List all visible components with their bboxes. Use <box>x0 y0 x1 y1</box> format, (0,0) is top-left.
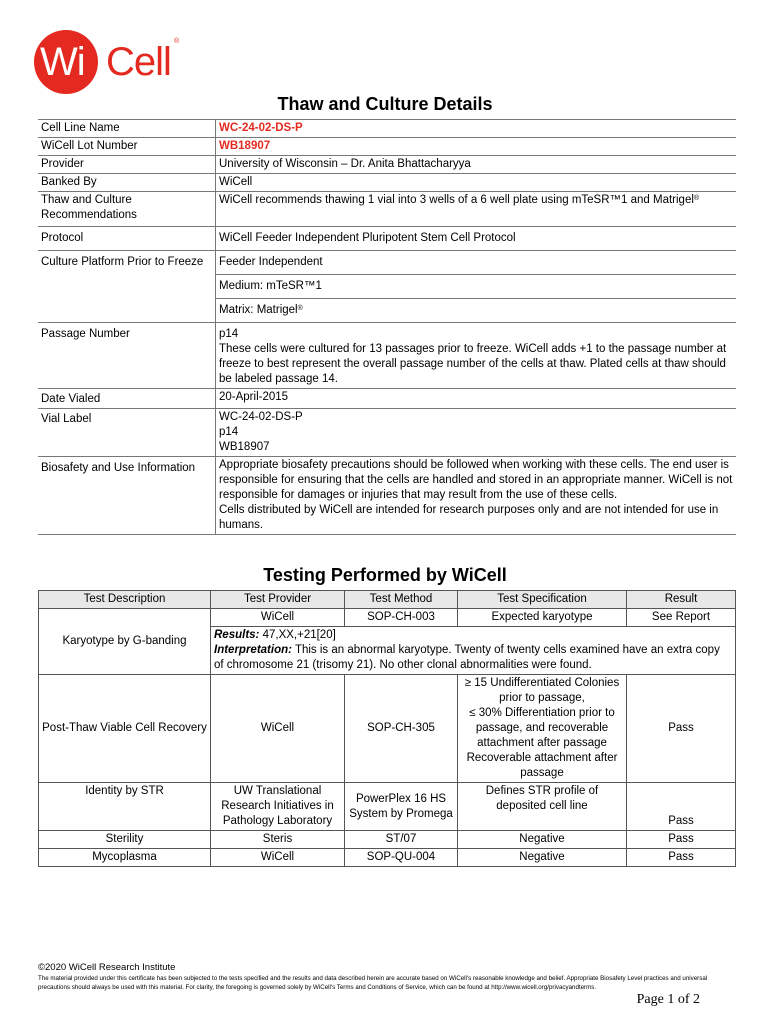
page-title: Thaw and Culture Details <box>277 94 493 114</box>
post-thaw-spec1: ≥ 15 Undifferentiated Colonies prior to passage, <box>464 677 620 704</box>
thaw-label: Thaw and Culture Recommendations <box>38 192 216 227</box>
mycoplasma-row <box>39 849 736 867</box>
lot-label: WiCell Lot Number <box>38 138 216 156</box>
results-label: Results: <box>214 629 260 641</box>
wicell-logo <box>34 30 194 95</box>
post-thaw-row <box>39 675 736 783</box>
mycoplasma-method: SOP-QU-004 <box>345 849 458 867</box>
row-banked-by <box>38 174 736 192</box>
row-lot <box>38 138 736 156</box>
platform-label: Culture Platform Prior to Freeze <box>38 251 216 323</box>
post-thaw-description: Post-Thaw Viable Cell Recovery <box>39 675 211 783</box>
biosafety-label: Biosafety and Use Information <box>38 457 216 535</box>
details-table <box>38 119 736 535</box>
sterility-provider: Steris <box>211 831 345 849</box>
platform-medium: Medium: mTeSR™1 <box>216 275 737 299</box>
str-method: PowerPlex 16 HS System by Promega <box>345 783 458 831</box>
platform-reg: ® <box>297 305 303 312</box>
thaw-value-cell <box>216 192 737 227</box>
biosafety-text2: Cells distributed by WiCell are intended for research purposes only and are not intended for use in humans. <box>219 504 719 531</box>
platform-matrix-cell <box>216 299 737 323</box>
karyotype-spec: Expected karyotype <box>458 609 627 627</box>
testing-title: Testing Performed by WiCell <box>263 565 507 585</box>
passage-note: These cells were cultured for 13 passages prior to freeze. WiCell adds +1 to the passage number at freeze to best represent the overall passage number of the cells at thaw. Plated cells at thaw should be labeled passage 14. <box>219 343 727 385</box>
str-provider: UW Translational Research Initiatives in Pathology Laboratory <box>211 783 345 831</box>
header-description: Test Description <box>39 591 211 609</box>
row-cell-line <box>38 120 736 138</box>
karyotype-provider: WiCell <box>211 609 345 627</box>
mycoplasma-provider: WiCell <box>211 849 345 867</box>
sterility-method: ST/07 <box>345 831 458 849</box>
interp-label: Interpretation: <box>214 644 292 656</box>
date-vialed-label: Date Vialed <box>38 389 216 409</box>
karyotype-description: Karyotype by G-banding <box>39 609 211 675</box>
protocol-label: Protocol <box>38 227 216 251</box>
provider-value: University of Wisconsin – Dr. Anita Bhattacharyya <box>216 156 737 174</box>
row-date-vialed <box>38 389 736 409</box>
testing-table <box>38 590 736 867</box>
header-result: Result <box>627 591 736 609</box>
vial-label-line3: WB18907 <box>219 441 270 453</box>
sterility-spec: Negative <box>458 831 627 849</box>
platform-matrix: Matrix: Matrigel <box>219 304 298 316</box>
vial-label-value <box>216 409 737 457</box>
logo-text-cell: Cell <box>106 40 171 84</box>
testing-header-row <box>39 591 736 609</box>
karyotype-result: See Report <box>627 609 736 627</box>
date-vialed-value: 20-April-2015 <box>216 389 737 409</box>
vial-label-label: Vial Label <box>38 409 216 457</box>
str-row <box>39 783 736 831</box>
cell-line-label: Cell Line Name <box>38 120 216 138</box>
sterility-result: Pass <box>627 831 736 849</box>
karyotype-method: SOP-CH-003 <box>345 609 458 627</box>
sterility-description: Sterility <box>39 831 211 849</box>
karyotype-row <box>39 609 736 627</box>
vial-label-line1: WC-24-02-DS-P <box>219 411 303 423</box>
row-thaw <box>38 192 736 227</box>
row-vial-label <box>38 409 736 457</box>
row-biosafety <box>38 457 736 535</box>
str-description: Identity by STR <box>39 783 211 831</box>
header-spec: Test Specification <box>458 591 627 609</box>
row-passage <box>38 323 736 389</box>
platform-value: Feeder Independent <box>216 251 737 275</box>
post-thaw-method: SOP-CH-305 <box>345 675 458 783</box>
logo-text-wi: Wi <box>40 40 85 84</box>
row-protocol <box>38 227 736 251</box>
post-thaw-provider: WiCell <box>211 675 345 783</box>
header-method: Test Method <box>345 591 458 609</box>
passage-value: p14 <box>219 328 239 340</box>
provider-label: Provider <box>38 156 216 174</box>
banked-by-label: Banked By <box>38 174 216 192</box>
mycoplasma-description: Mycoplasma <box>39 849 211 867</box>
thaw-reg: ® <box>693 195 700 202</box>
mycoplasma-result: Pass <box>627 849 736 867</box>
post-thaw-spec <box>458 675 627 783</box>
biosafety-text1: Appropriate biosafety precautions should be followed when working with these cells. The end user is responsible for ensuring that the cells are handled and stored in an appropriate manner. WiCell is not responsible for damages or injuries that may result from the use of these cells. <box>219 459 733 501</box>
mycoplasma-spec: Negative <box>458 849 627 867</box>
cell-line-value: WC-24-02-DS-P <box>216 120 737 138</box>
row-platform <box>38 251 736 275</box>
post-thaw-spec3: Recoverable attachment after passage <box>466 752 618 779</box>
banked-by-value: WiCell <box>216 174 737 192</box>
post-thaw-result: Pass <box>627 675 736 783</box>
karyotype-results <box>211 627 736 675</box>
logo-reg-mark: ® <box>174 38 180 45</box>
interp-value: This is an abnormal karyotype. Twenty of twenty cells examined have an extra copy of chromosome 21 (trisomy 21). No other clonal abnormalities were found. <box>214 644 720 671</box>
str-result: Pass <box>627 783 736 831</box>
protocol-value: WiCell Feeder Independent Pluripotent Stem Cell Protocol <box>216 227 737 251</box>
str-spec: Defines STR profile of deposited cell line <box>458 783 627 831</box>
row-provider <box>38 156 736 174</box>
lot-value: WB18907 <box>216 138 737 156</box>
page-number: Page 1 of 2 <box>636 992 700 1007</box>
header-provider: Test Provider <box>211 591 345 609</box>
biosafety-value <box>216 457 737 535</box>
vial-label-line2: p14 <box>219 426 239 438</box>
results-value: 47,XX,+21[20] <box>262 629 336 641</box>
passage-label: Passage Number <box>38 323 216 389</box>
post-thaw-spec2: ≤ 30% Differentiation prior to passage, and recoverable attachment after passage <box>469 707 615 749</box>
passage-value-cell <box>216 323 737 389</box>
thaw-value: WiCell recommends thawing 1 vial into 3 wells of a 6 well plate using mTeSR™1 and Matrigel <box>219 194 694 206</box>
sterility-row <box>39 831 736 849</box>
copyright: ©2020 WiCell Research Institute <box>38 962 176 973</box>
disclaimer: The material provided under this certificate has been subjected to the tests specified and the results and data described herein are accurate based on WiCell's reasonable knowledge and belief. Appropriate Biosafety Level practices and universal precautions should always be used with this material. For clarity, the foregoing is governed solely by WiCell's Terms and Conditions of Service, which can be found at http://www.wicell.org/privacyandterms. <box>38 975 708 991</box>
